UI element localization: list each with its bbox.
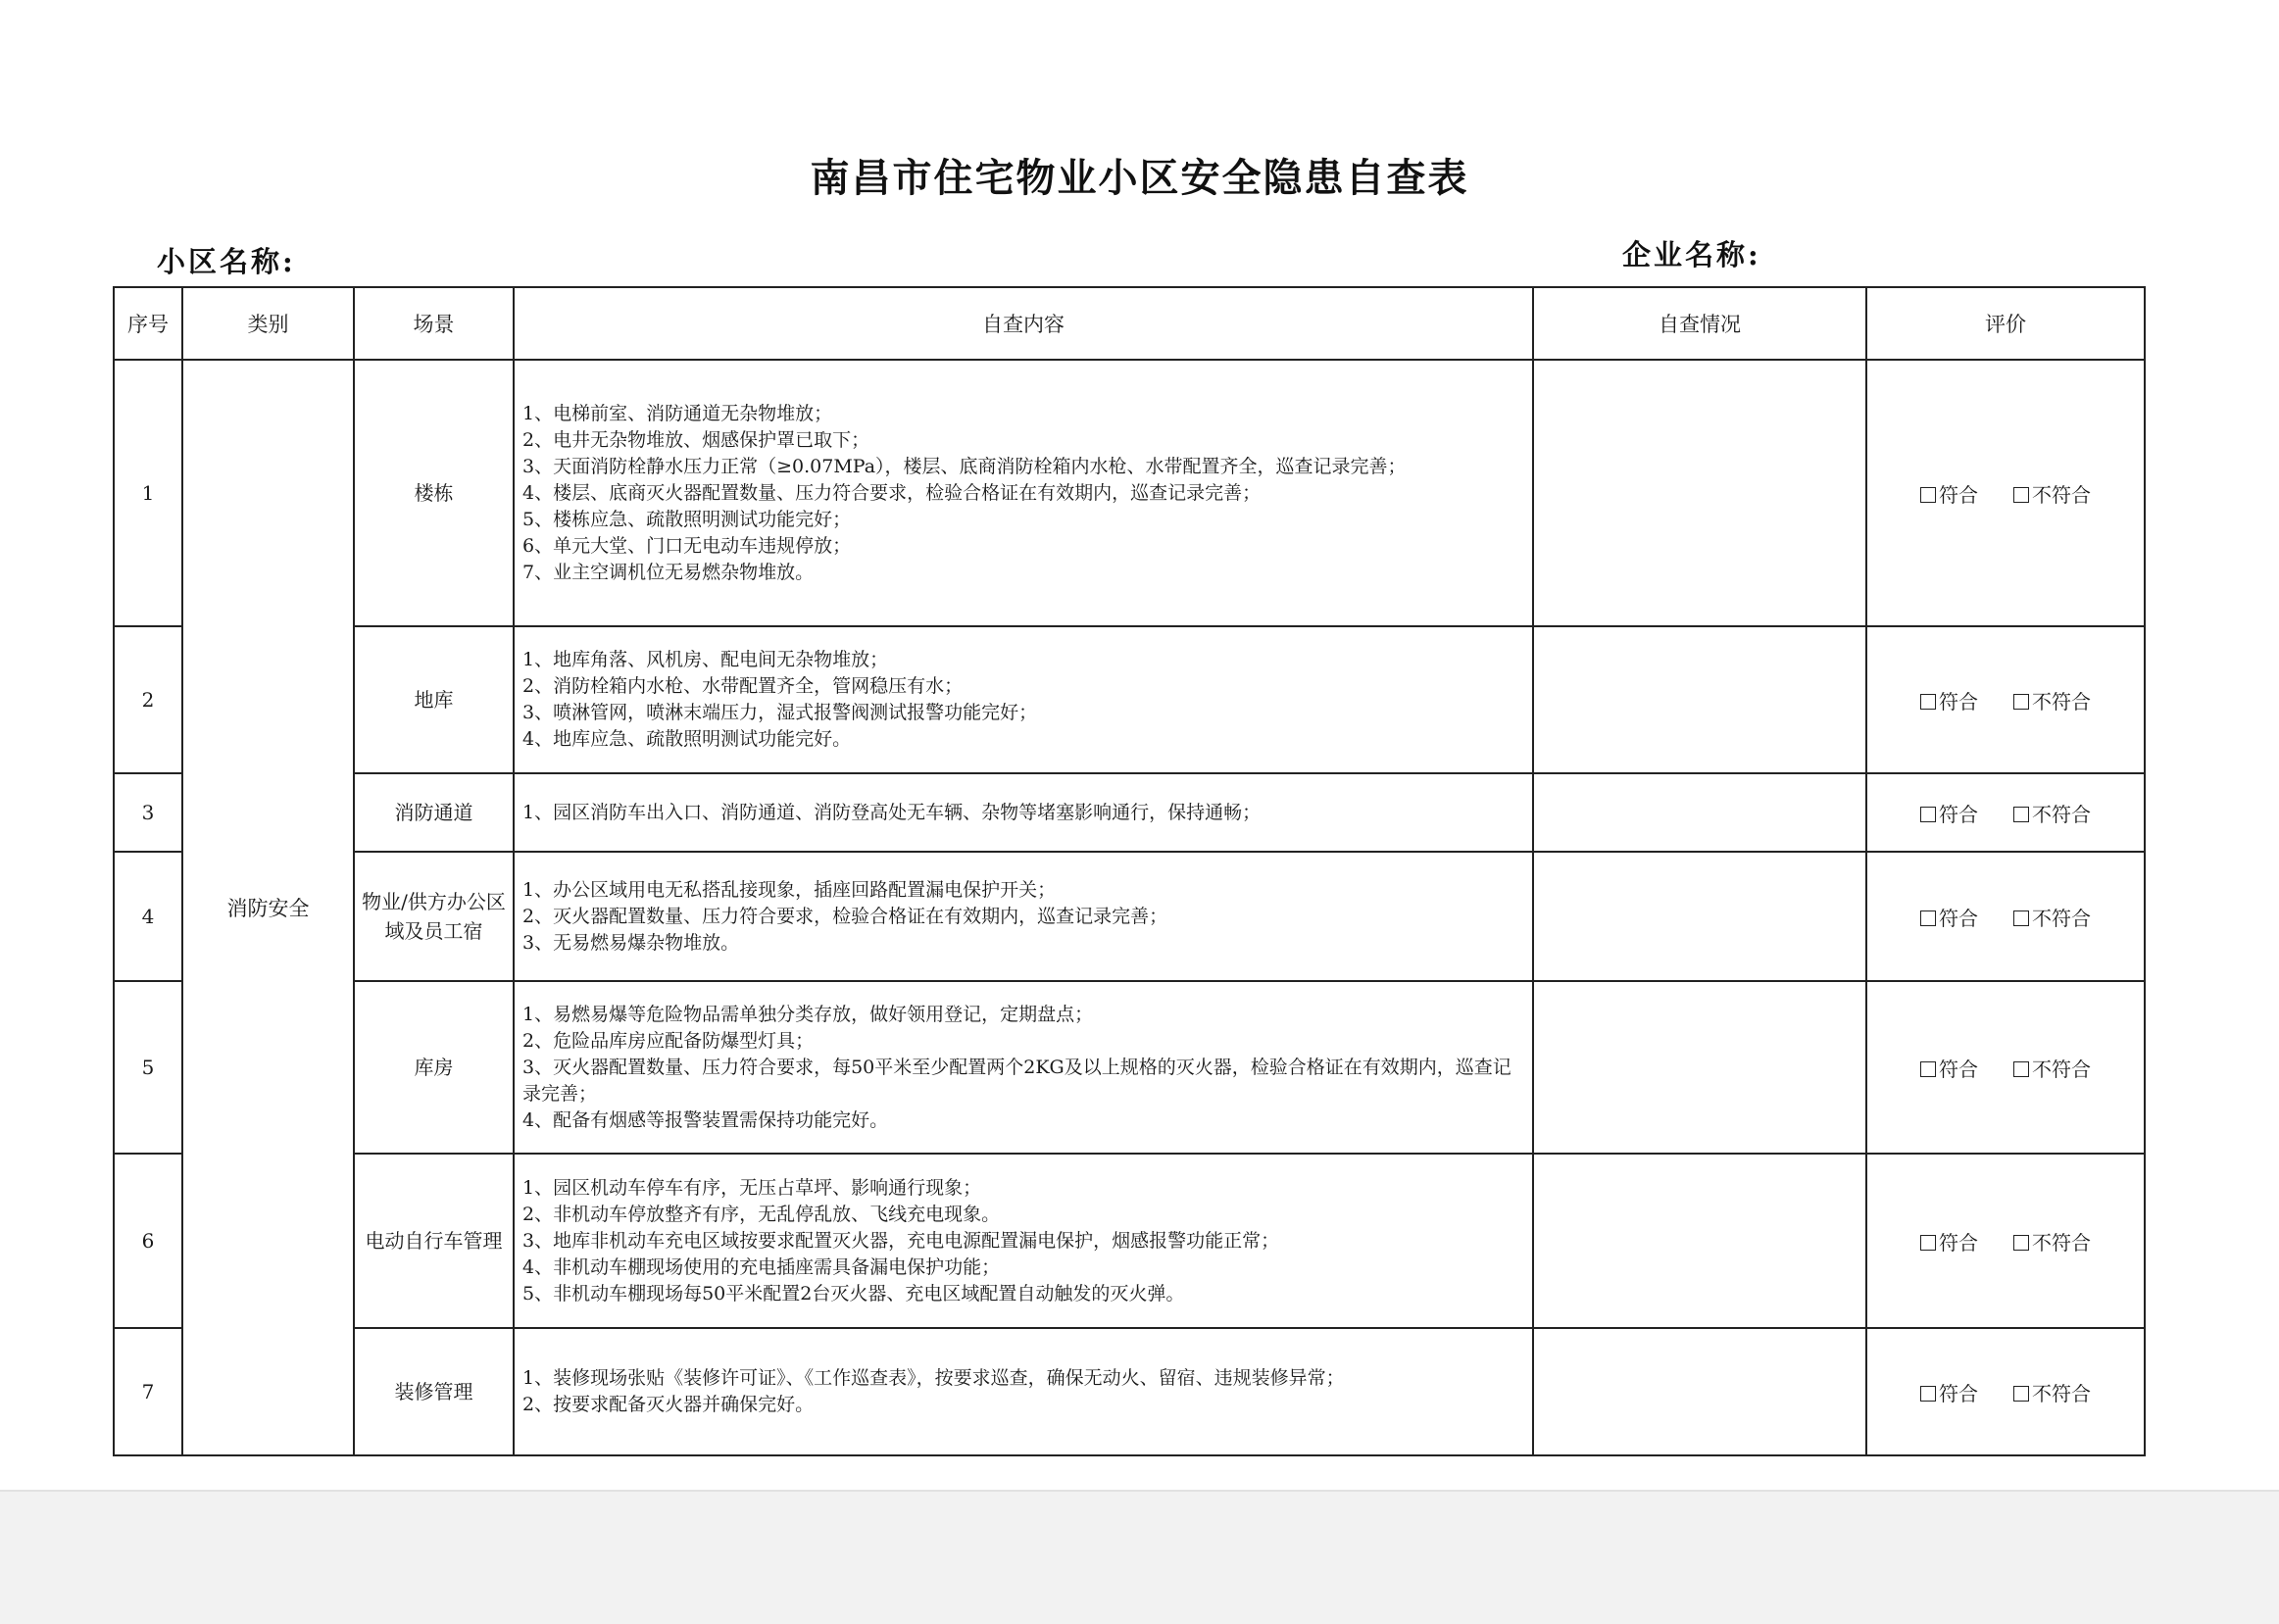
check-item: 1、办公区域用电无私搭乱接现象，插座回路配置漏电保护开关；	[522, 878, 1057, 901]
noncompliant-label: 不符合	[2032, 1230, 2091, 1255]
check-item: 2、灭火器配置数量、压力符合要求，检验合格证在有效期内，巡查记录完善；	[522, 905, 1168, 927]
check-content-cell	[514, 1328, 1533, 1455]
table-row	[114, 773, 2145, 852]
compliant-option[interactable]	[1920, 1054, 1978, 1082]
category-cell: 消防安全	[182, 360, 354, 1455]
document-title: 南昌市住宅物业小区安全隐患自查表	[810, 155, 1469, 201]
noncompliant-label: 不符合	[2032, 482, 2091, 507]
check-content-cell	[514, 626, 1533, 773]
self-check-status-cell[interactable]	[1533, 773, 1866, 852]
compliant-option[interactable]	[1920, 799, 1978, 827]
noncompliant-option[interactable]	[2013, 1227, 2091, 1255]
evaluation-cell	[1866, 852, 2145, 981]
compliant-option[interactable]	[1920, 686, 1978, 714]
check-item: 4、地库应急、疏散照明测试功能完好。	[522, 728, 852, 750]
self-check-status-cell[interactable]	[1533, 1154, 1866, 1328]
scene-cell: 装修管理	[354, 1328, 514, 1455]
checkbox-icon[interactable]	[1920, 807, 1936, 822]
checkbox-icon[interactable]	[2013, 694, 2029, 710]
checkbox-icon[interactable]	[2013, 807, 2029, 822]
check-content-cell	[514, 360, 1533, 626]
self-check-status-cell[interactable]	[1533, 1328, 1866, 1455]
table-row	[114, 360, 2145, 626]
check-item: 2、电井无杂物堆放、烟感保护罩已取下；	[522, 428, 870, 451]
compliant-label: 符合	[1939, 906, 1978, 930]
noncompliant-label: 不符合	[2032, 1381, 2091, 1405]
table-row	[114, 1154, 2145, 1328]
check-item: 4、配备有烟感等报警装置需保持功能完好。	[522, 1108, 889, 1131]
checkbox-icon[interactable]	[1920, 910, 1936, 926]
self-check-status-cell[interactable]	[1533, 852, 1866, 981]
check-item: 3、天面消防栓静水压力正常（≥0.07MPa），楼层、底商消防栓箱内水枪、水带配置齐全，巡查记录完善；	[522, 455, 1407, 477]
noncompliant-option[interactable]	[2013, 903, 2091, 931]
compliant-option[interactable]	[1920, 479, 1978, 508]
header-no: 序号	[114, 287, 182, 360]
check-item: 1、电梯前室、消防通道无杂物堆放；	[522, 402, 833, 424]
noncompliant-label: 不符合	[2032, 906, 2091, 930]
scene-cell: 消防通道	[354, 773, 514, 852]
scene-cell: 库房	[354, 981, 514, 1154]
noncompliant-option[interactable]	[2013, 1378, 2091, 1406]
scan-edge-line	[0, 1490, 2279, 1492]
check-item: 3、灭火器配置数量、压力符合要求，每50平米至少配置两个2KG及以上规格的灭火器，检验合格证在有效期内，巡查记录完善；	[522, 1056, 1511, 1105]
check-item: 5、非机动车棚现场每50平米配置2台灭火器、充电区域配置自动触发的灭火弹。	[522, 1282, 1185, 1304]
check-content-cell	[514, 981, 1533, 1154]
checkbox-icon[interactable]	[2013, 910, 2029, 926]
checkbox-icon[interactable]	[1920, 1061, 1936, 1077]
table-row	[114, 852, 2145, 981]
row-number: 2	[114, 626, 182, 773]
check-item: 2、消防栓箱内水枪、水带配置齐全，管网稳压有水；	[522, 675, 964, 697]
evaluation-cell	[1866, 360, 2145, 626]
check-item: 1、园区机动车停车有序，无压占草坪、影响通行现象；	[522, 1176, 982, 1199]
checkbox-icon[interactable]	[2013, 1235, 2029, 1251]
header-scene: 场景	[354, 287, 514, 360]
scene-cell: 物业/供方办公区域及员工宿	[354, 852, 514, 981]
compliant-option[interactable]	[1920, 1378, 1978, 1406]
noncompliant-label: 不符合	[2032, 1057, 2091, 1081]
table-row	[114, 981, 2145, 1154]
row-number: 5	[114, 981, 182, 1154]
compliant-label: 符合	[1939, 1230, 1978, 1255]
check-item: 2、危险品库房应配备防爆型灯具；	[522, 1029, 815, 1052]
check-item: 5、楼栋应急、疏散照明测试功能完好；	[522, 508, 852, 530]
row-number: 6	[114, 1154, 182, 1328]
noncompliant-option[interactable]	[2013, 479, 2091, 508]
check-item: 4、非机动车棚现场使用的充电插座需具备漏电保护功能；	[522, 1255, 1001, 1278]
check-item: 1、装修现场张贴《装修许可证》、《工作巡查表》，按要求巡查，确保无动火、留宿、违规装修异常；	[522, 1367, 1345, 1389]
evaluation-cell	[1866, 1328, 2145, 1455]
checkbox-icon[interactable]	[1920, 1235, 1936, 1251]
header-content: 自查内容	[514, 287, 1533, 360]
noncompliant-label: 不符合	[2032, 689, 2091, 714]
compliant-label: 符合	[1939, 1057, 1978, 1081]
row-number: 1	[114, 360, 182, 626]
table-row	[114, 626, 2145, 773]
check-item: 3、无易燃易爆杂物堆放。	[522, 931, 740, 954]
evaluation-cell	[1866, 626, 2145, 773]
evaluation-cell	[1866, 981, 2145, 1154]
row-number: 7	[114, 1328, 182, 1455]
header-status: 自查情况	[1533, 287, 1866, 360]
checkbox-icon[interactable]	[2013, 1386, 2029, 1402]
row-number: 3	[114, 773, 182, 852]
check-item: 7、业主空调机位无易燃杂物堆放。	[522, 561, 815, 583]
self-check-status-cell[interactable]	[1533, 981, 1866, 1154]
check-item: 4、楼层、底商灭火器配置数量、压力符合要求，检验合格证在有效期内，巡查记录完善；	[522, 481, 1262, 504]
checkbox-icon[interactable]	[2013, 487, 2029, 503]
check-item: 1、易燃易爆等危险物品需单独分类存放，做好领用登记，定期盘点；	[522, 1003, 1094, 1025]
check-item: 2、按要求配备灭火器并确保完好。	[522, 1394, 815, 1415]
check-item: 1、园区消防车出入口、消防通道、消防登高处无车辆、杂物等堵塞影响通行，保持通畅；	[522, 801, 1262, 823]
scan-edge-band	[0, 1490, 2279, 1624]
scene-cell: 楼栋	[354, 360, 514, 626]
header-row	[114, 287, 2145, 360]
row-number: 4	[114, 852, 182, 981]
noncompliant-option[interactable]	[2013, 686, 2091, 714]
self-check-status-cell[interactable]	[1533, 626, 1866, 773]
checkbox-icon[interactable]	[1920, 1386, 1936, 1402]
self-check-table	[113, 286, 2146, 1456]
checkbox-icon[interactable]	[1920, 694, 1936, 710]
scene-cell: 地库	[354, 626, 514, 773]
compliant-label: 符合	[1939, 689, 1978, 714]
header-category: 类别	[182, 287, 354, 360]
noncompliant-option[interactable]	[2013, 1054, 2091, 1082]
compliant-label: 符合	[1939, 1381, 1978, 1405]
check-item: 6、单元大堂、门口无电动车违规停放；	[522, 534, 852, 557]
check-content-cell	[514, 852, 1533, 981]
community-name-label: 小区名称:	[157, 245, 296, 278]
evaluation-cell	[1866, 1154, 2145, 1328]
check-content-cell	[514, 1154, 1533, 1328]
checkbox-icon[interactable]	[2013, 1061, 2029, 1077]
compliant-option[interactable]	[1920, 903, 1978, 931]
header-evaluation: 评价	[1866, 287, 2145, 360]
check-item: 2、非机动车停放整齐有序，无乱停乱放、飞线充电现象。	[522, 1203, 1001, 1225]
evaluation-cell	[1866, 773, 2145, 852]
check-item: 3、地库非机动车充电区域按要求配置灭火器，充电电源配置漏电保护，烟感报警功能正常；	[522, 1229, 1280, 1252]
compliant-label: 符合	[1939, 802, 1978, 826]
checkbox-icon[interactable]	[1920, 487, 1936, 503]
noncompliant-option[interactable]	[2013, 799, 2091, 827]
check-item: 1、地库角落、风机房、配电间无杂物堆放；	[522, 649, 889, 670]
scene-cell: 电动自行车管理	[354, 1154, 514, 1328]
check-item: 3、喷淋管网，喷淋末端压力，湿式报警阀测试报警功能完好；	[522, 702, 1038, 723]
self-check-status-cell[interactable]	[1533, 360, 1866, 626]
noncompliant-label: 不符合	[2032, 802, 2091, 826]
compliant-option[interactable]	[1920, 1227, 1978, 1255]
check-content-cell	[514, 773, 1533, 852]
table-row	[114, 1328, 2145, 1455]
company-name-label: 企业名称:	[1622, 238, 1761, 271]
compliant-label: 符合	[1939, 482, 1978, 507]
